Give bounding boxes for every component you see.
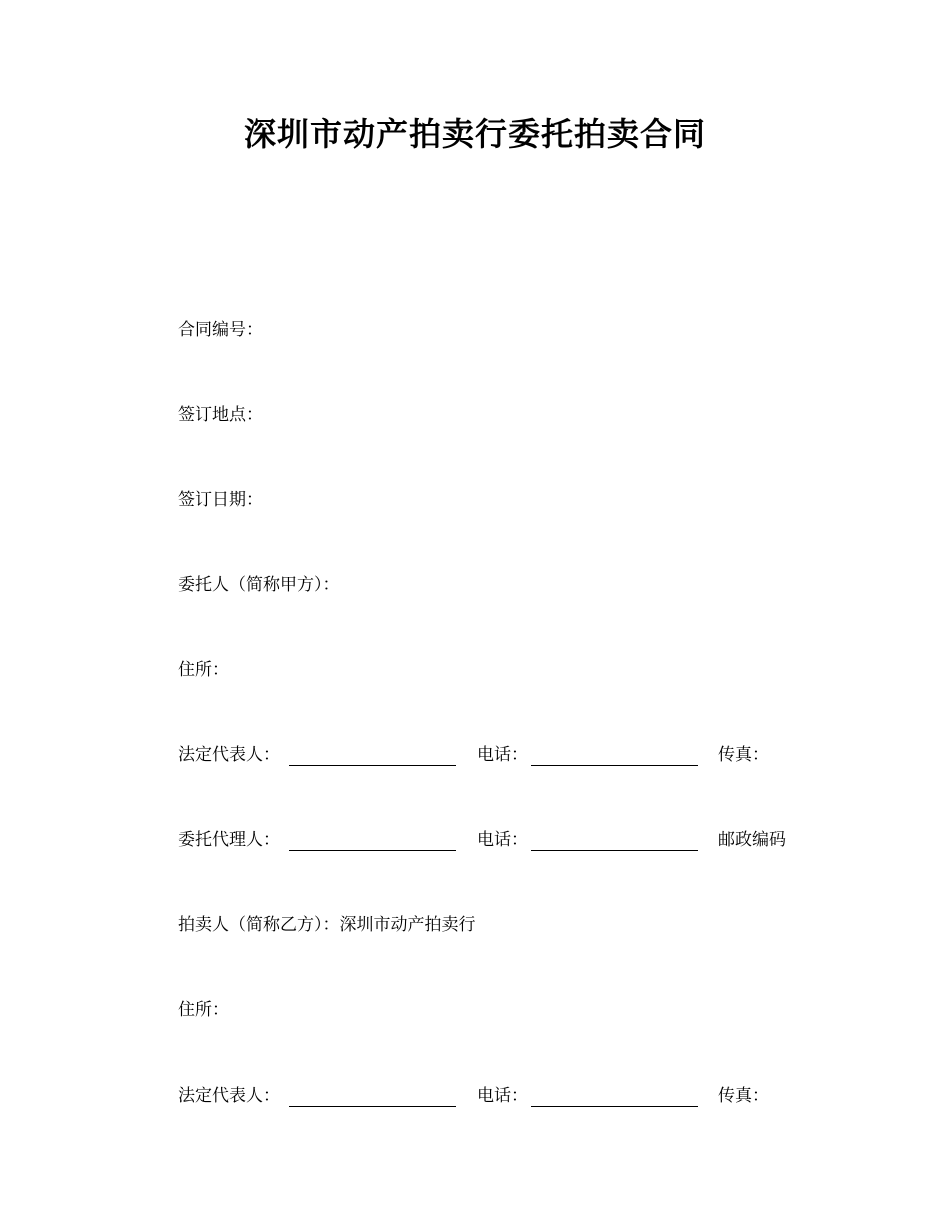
party-b-phone-blank xyxy=(531,1106,698,1107)
party-a-label: 委托人（简称甲方）： xyxy=(178,575,340,595)
party-a-agent-label: 委托代理人： xyxy=(178,830,280,850)
document-title: 深圳市动产拍卖行委托拍卖合同 xyxy=(243,115,706,153)
party-a-agent-phone-blank xyxy=(531,850,698,851)
party-b-legal-rep-label: 法定代表人： xyxy=(178,1086,280,1106)
party-b-address-label: 住所： xyxy=(178,1000,229,1020)
party-a-legal-rep-label: 法定代表人： xyxy=(178,745,280,765)
party-b-fax-label: 传真： xyxy=(718,1086,769,1106)
party-a-phone-blank xyxy=(531,765,698,766)
party-a-phone-label: 电话： xyxy=(477,745,528,765)
party-a-postcode-label: 邮政编码 xyxy=(718,830,786,850)
sign-date-label: 签订日期： xyxy=(178,490,263,510)
contract-number-label: 合同编号： xyxy=(178,320,263,340)
party-b-phone-label: 电话： xyxy=(477,1086,528,1106)
party-a-legal-rep-blank xyxy=(289,765,456,766)
party-a-agent-blank xyxy=(289,850,456,851)
party-a-agent-phone-label: 电话： xyxy=(477,830,528,850)
party-b-legal-rep-blank xyxy=(289,1106,456,1107)
party-b-label: 拍卖人（简称乙方）：深圳市动产拍卖行 xyxy=(178,915,476,935)
sign-place-label: 签订地点： xyxy=(178,405,263,425)
party-a-address-label: 住所： xyxy=(178,660,229,680)
party-a-fax-label: 传真： xyxy=(718,745,769,765)
